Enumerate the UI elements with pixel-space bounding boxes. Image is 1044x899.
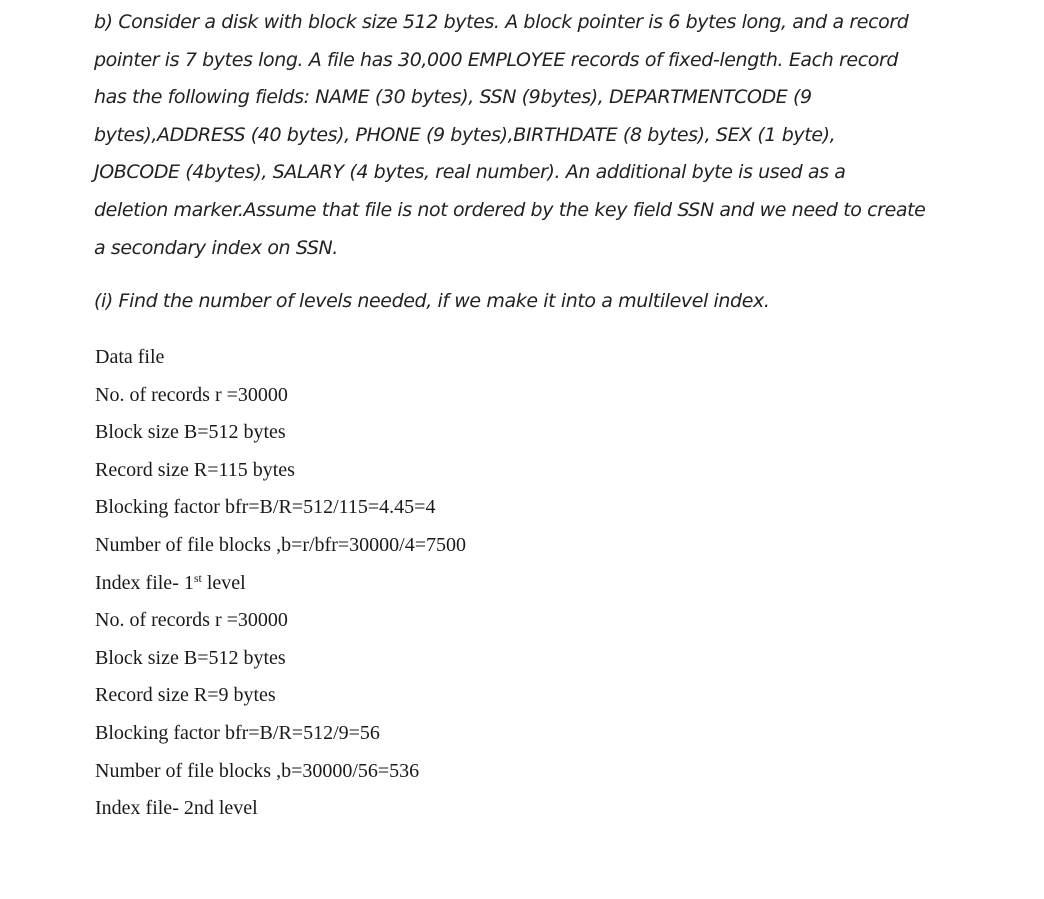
question-line: bytes),ADDRESS (40 bytes), PHONE (9 bytes),BIRTHDATE (8 bytes), SEX (1 byte), bbox=[94, 123, 836, 146]
index-level1-blocks: Number of file blocks ,b=30000/56=536 bbox=[95, 759, 420, 782]
question-line: pointer is 7 bytes long. A file has 30,000 EMPLOYEE records of fixed-length. Each record bbox=[94, 48, 899, 71]
index-level1-heading bbox=[95, 565, 895, 603]
index-level1-heading-suffix: level bbox=[201, 571, 246, 594]
index-level2-heading: Index file- 2nd level bbox=[95, 797, 258, 820]
index-level1-heading-prefix: Index file- 1 bbox=[95, 571, 194, 594]
index-level1-blocking-factor: Blocking factor bfr=B/R=512/9=56 bbox=[95, 721, 380, 744]
solution-text bbox=[95, 339, 895, 828]
data-file-blocks: Number of file blocks ,b=r/bfr=30000/4=7500 bbox=[95, 533, 466, 556]
data-file-block-size: Block size B=512 bytes bbox=[95, 421, 286, 444]
data-file-heading: Data file bbox=[95, 346, 165, 368]
data-file-records: No. of records r =30000 bbox=[95, 383, 288, 406]
question-line: has the following fields: NAME (30 bytes), SSN (9bytes), DEPARTMENTCODE (9 bbox=[94, 86, 812, 109]
index-level1-records: No. of records r =30000 bbox=[95, 609, 288, 632]
index-level1-heading-sup: st bbox=[193, 570, 202, 585]
subquestion-text: (i) Find the number of levels needed, if we make it into a multilevel index. bbox=[94, 290, 770, 312]
question-text bbox=[94, 4, 924, 267]
index-level1-block-size: Block size B=512 bytes bbox=[95, 646, 286, 669]
question-line: a secondary index on SSN. bbox=[94, 236, 338, 259]
data-file-blocking-factor: Blocking factor bfr=B/R=512/115=4.45=4 bbox=[95, 496, 436, 519]
question-line: JOBCODE (4bytes), SALARY (4 bytes, real number). An additional byte is used as a bbox=[94, 161, 846, 184]
index-level1-record-size: Record size R=9 bytes bbox=[95, 684, 276, 707]
question-line: b) Consider a disk with block size 512 bytes. A block pointer is 6 bytes long, and a record bbox=[94, 11, 909, 33]
question-line: deletion marker.Assume that file is not ordered by the key field SSN and we need to create bbox=[94, 198, 926, 221]
data-file-record-size: Record size R=115 bytes bbox=[95, 458, 295, 481]
